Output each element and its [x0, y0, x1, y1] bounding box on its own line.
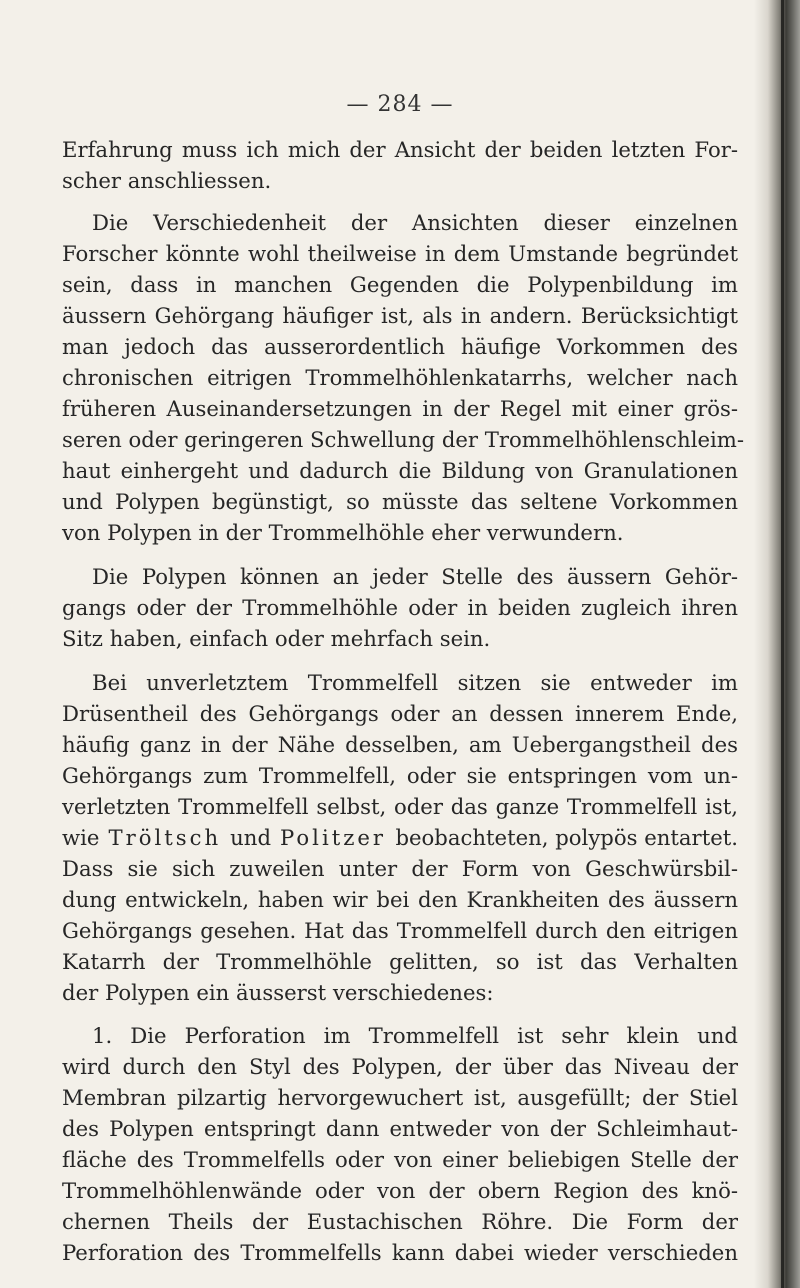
- author-name-politzer: Politzer: [280, 825, 387, 850]
- text-line: chronischen eitrigen Trommelhöhlenkatarrhs, welcher nach: [62, 365, 738, 390]
- text-line: verletzten Trommelfell selbst, oder das ganze Trommelfell ist,: [62, 794, 738, 819]
- text-line: haut einhergeht und dadurch die Bildung von Granulationen: [62, 458, 738, 483]
- text-line: scher anschliessen.: [62, 168, 272, 193]
- text-line: Drüsentheil des Gehörgangs oder an dessen innerem Ende,: [62, 701, 738, 726]
- binding-edge-line: [781, 0, 784, 1288]
- text-line: der Polypen ein äusserst verschiedenes:: [62, 980, 494, 1005]
- text-line: sein, dass in manchen Gegenden die Polypenbildung im: [62, 272, 738, 297]
- text-line: fläche des Trommelfells oder von einer beliebigen Stelle der: [62, 1147, 738, 1172]
- text-line: von Polypen in der Trommelhöhle eher verwundern.: [62, 520, 624, 545]
- text-line: man jedoch das ausserordentlich häufige Vorkommen des: [62, 334, 738, 359]
- text-line: Die Verschiedenheit der Ansichten dieser einzelnen: [92, 210, 738, 235]
- text-line: wird durch den Styl des Polypen, der über das Niveau der: [62, 1054, 738, 1079]
- text-line: Dass sie sich zuweilen unter der Form von Geschwürsbil-: [62, 856, 738, 881]
- text-line: äussern Gehörgang häufiger ist, als in andern. Berücksichtigt: [62, 303, 738, 328]
- text-line-with-names: [62, 823, 738, 853]
- text-line: des Polypen entspringt dann entweder von der Schleimhaut-: [62, 1116, 738, 1141]
- text-word: und: [230, 825, 272, 850]
- author-name-troeltsch: Tröltsch: [108, 825, 222, 850]
- text-line: Sitz haben, einfach oder mehrfach sein.: [62, 626, 491, 651]
- text-line: Forscher könnte wohl theilweise in dem Umstande begründet: [62, 241, 738, 266]
- text-line: häufig ganz in der Nähe desselben, am Uebergangstheil des: [62, 732, 738, 757]
- text-line: 1. Die Perforation im Trommelfell ist sehr klein und: [92, 1023, 738, 1048]
- text-line: Membran pilzartig hervorgewuchert ist, ausgefüllt; der Stiel: [62, 1085, 738, 1110]
- text-line: chernen Theils der Eustachischen Röhre. Die Form der: [62, 1209, 738, 1234]
- text-line: Erfahrung muss ich mich der Ansicht der beiden letzten For-: [62, 137, 738, 162]
- page-number: — 284 —: [346, 92, 454, 117]
- text-line: dung entwickeln, haben wir bei den Krankheiten des äussern: [62, 887, 738, 912]
- page-edge-shadow: [754, 0, 800, 1288]
- text-line: Trommelhöhlenwände oder von der obern Region des knö-: [62, 1178, 738, 1203]
- text-line: Gehörgangs gesehen. Hat das Trommelfell durch den eitrigen: [62, 918, 738, 943]
- text-line: gangs oder der Trommelhöhle oder in beiden zugleich ihren: [62, 595, 738, 620]
- text-line: Katarrh der Trommelhöhle gelitten, so ist das Verhalten: [62, 949, 738, 974]
- text-line: Bei unverletztem Trommelfell sitzen sie entweder im: [92, 670, 738, 695]
- text-line: Perforation des Trommelfells kann dabei wieder verschieden: [62, 1240, 738, 1265]
- text-line: seren oder geringeren Schwellung der Trommelhöhlenschleim-: [62, 427, 745, 452]
- text-fragment: beobachteten, polypös entartet.: [395, 825, 738, 850]
- text-line: Gehörgangs zum Trommelfell, oder sie entspringen vom un-: [62, 763, 738, 788]
- text-line: Die Polypen können an jeder Stelle des äussern Gehör-: [92, 564, 738, 589]
- text-line: und Polypen begünstigt, so müsste das seltene Vorkommen: [62, 489, 738, 514]
- text-line: früheren Auseinandersetzungen in der Regel mit einer grös-: [62, 396, 738, 421]
- text-word: wie: [62, 825, 100, 850]
